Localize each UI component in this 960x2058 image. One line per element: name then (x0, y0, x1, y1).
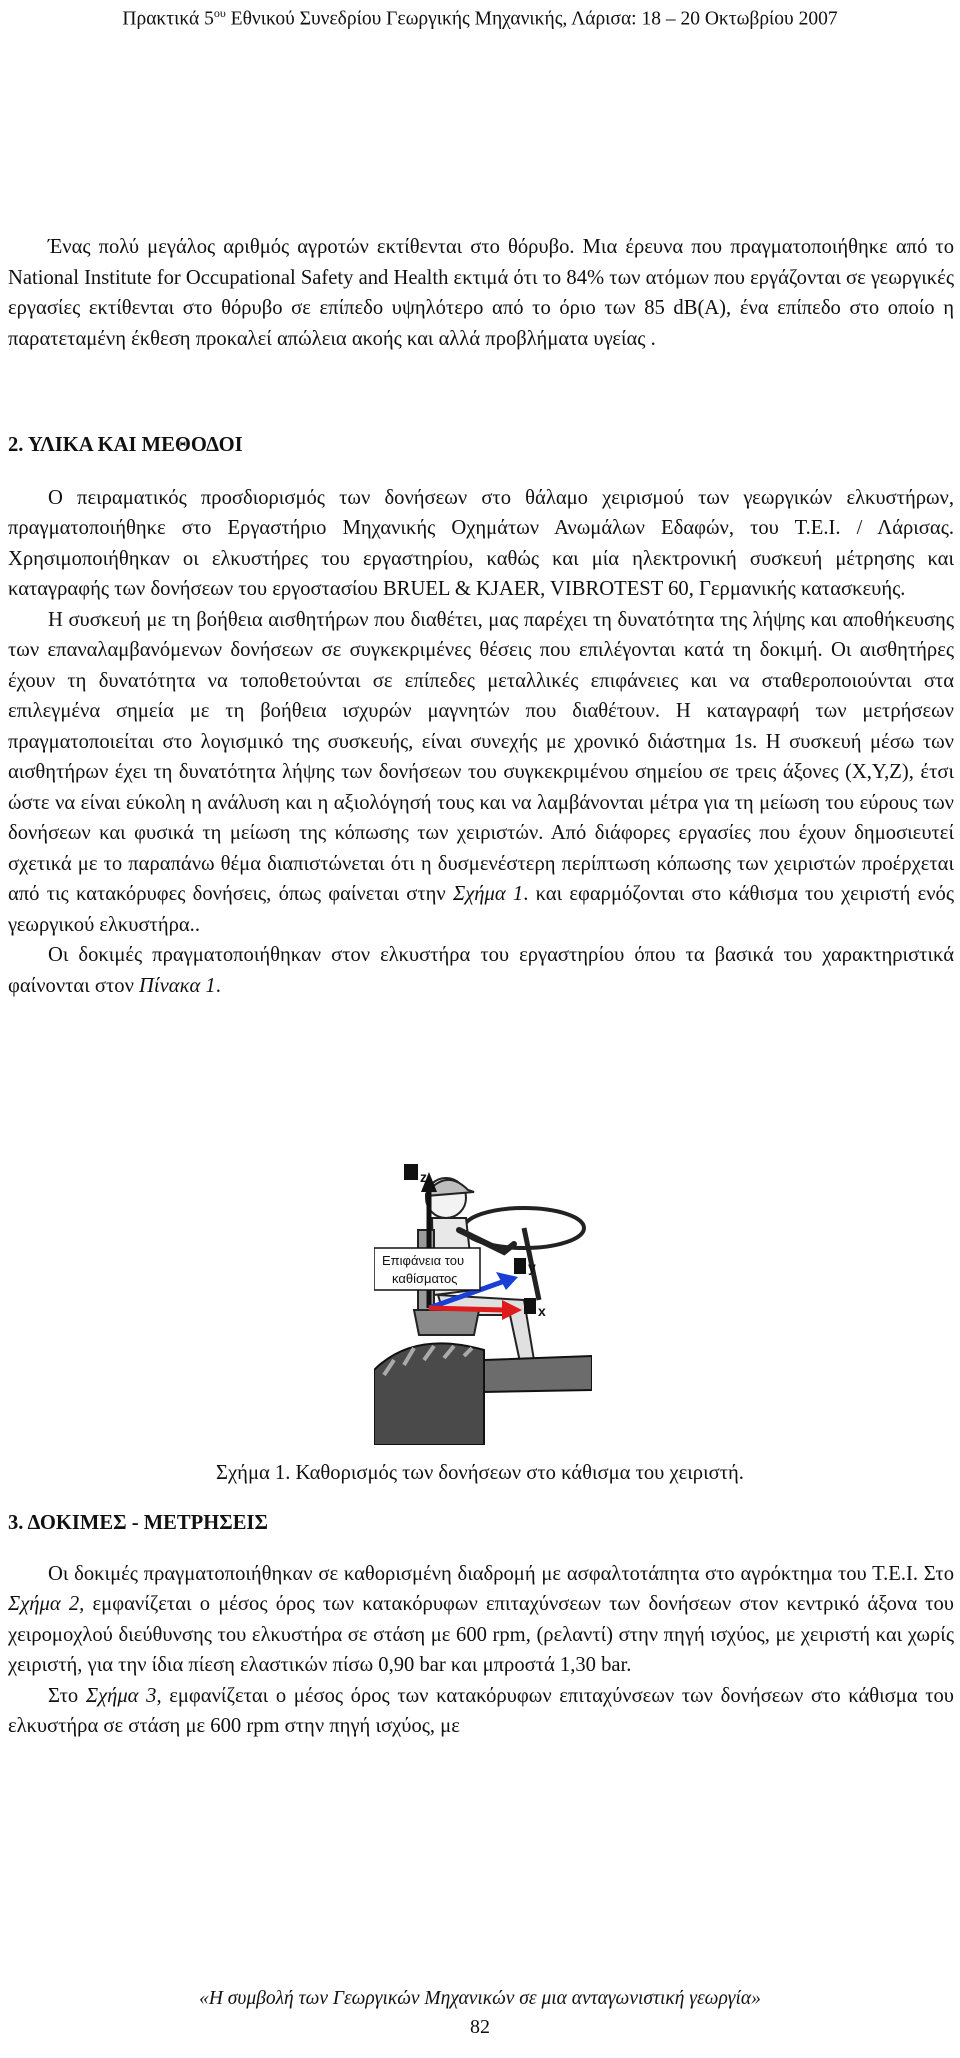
seat-label-line-1: Επιφάνεια του (382, 1253, 465, 1268)
figure-reference: Σχήμα 3 (85, 1684, 157, 1707)
page-number: 82 (470, 2016, 490, 2038)
text-span: Στο (48, 1684, 86, 1707)
text-span: εμφανίζεται ο μέσος όρος των κατακόρυφων επιταχύνσεων των δονήσεων στον κεντρικό άξονα του χειρομοχλού διεύθυνσης του ελκυστήρα σε στάση με 600 rpm, (ρελαντί) στην πηγή ισχύος, με χειριστή και χωρίς χειριστή, για την ίδια πίεση ελαστικών πίσω 0,90 bar και μπροστά 1,30 bar. (8, 1593, 954, 1676)
section-3-heading: 3. ΔΟΚΙΜΕΣ - ΜΕΤΡΗΣΕΙΣ (8, 1512, 268, 1534)
text-span: . (215, 974, 221, 997)
intro-paragraph: Ένας πολύ μεγάλος αριθμός αγροτών εκτίθενται στο θόρυβο. Μια έρευνα που πραγματοποιήθηκε από το National Institute for Occupational Safety and Health εκτιμά ότι το 84% των ατόμων που εργάζονται σε γεωργικές εργασίες εκτίθενται στο θόρυβο σε επίπεδο υψηλότερο από το όριο των 85 dB(A), ένα επίπεδο στο οποίο η παρατεταμένη έκθεση προκαλεί απώλεια ακοής και αλλά προβλήματα υγείας . (8, 236, 954, 350)
section-2 (8, 430, 954, 1001)
y-axis-label-box (514, 1258, 526, 1274)
seat-label-line-2: καθίσματος (392, 1271, 458, 1286)
rear-tyre (374, 1343, 484, 1445)
figure-reference: Σχήμα 2, (8, 1593, 85, 1615)
platform (484, 1356, 592, 1392)
z-axis-label-box (404, 1164, 418, 1180)
running-header (0, 0, 960, 33)
footer-tagline: «Η συμβολή των Γεωργικών Μηχανικών σε μια ανταγωνιστική γεωργία» (199, 1988, 761, 2009)
section-3-paragraph-2 (8, 1681, 954, 1742)
header-text-rest: Εθνικού Συνεδρίου Γεωργικής Μηχανικής, Λάρισα: 18 – 20 Οκτωβρίου 2007 (225, 8, 838, 30)
header-superscript: ου (213, 6, 226, 20)
x-axis-arrow (429, 1308, 504, 1310)
figure-1 (374, 1160, 592, 1445)
header-text: Πρακτικά 5 (122, 8, 214, 30)
tractor-seat-illustration (374, 1160, 592, 1445)
section-3 (8, 1508, 954, 1742)
figure-1-caption: Σχήμα 1. Καθορισμός των δονήσεων στο κάθισμα του χειριστή. (216, 1462, 744, 1484)
text-span: . και εφαρμόζονται στο κάθισμα του χειριστή ενός γεωργικού ελκυστήρα.. (8, 883, 955, 936)
section-2-paragraph-2 (8, 605, 954, 941)
figure-reference: Σχήμα 1 (452, 883, 524, 905)
intro-section (8, 232, 954, 354)
text-span: Οι δοκιμές πραγματοποιήθηκαν στον ελκυστήρα του εργαστηρίου όπου τα βασικά του χαρακτηριστικά φαίνονται στον (8, 944, 954, 997)
z-axis-label: z (420, 1169, 427, 1185)
section-3-paragraph-1 (8, 1559, 954, 1681)
section-2-paragraph-1: Ο πειραματικός προσδιορισμός των δονήσεων στο θάλαμο χειρισμού των γεωργικών ελκυστήρων, πραγματοποιήθηκε στο Εργαστήριο Μηχανικής Οχημάτων Ανωμάλων Εδαφών, του Τ.Ε.Ι. / Λάρισας. Χρησιμοποιήθηκαν οι ελκυστήρες του εργαστηρίου, καθώς και μία ηλεκτρονική συσκευή μέτρησης και καταγραφής των δονήσεων του εργοστασίου BRUEL & KJAER, VIBROTEST 60, Γερμανικής κατασκευής. (8, 486, 954, 600)
section-2-heading: 2. ΥΛΙΚΑ ΚΑΙ ΜΕΘΟΔΟΙ (8, 434, 243, 456)
seat-base (414, 1310, 479, 1335)
x-axis-label: x (538, 1303, 546, 1319)
y-axis-label: y (528, 1259, 536, 1275)
text-span: Οι δοκιμές πραγματοποιήθηκαν σε καθορισμένη διαδρομή με ασφαλτοτάπητα στο αγρόκτημα του Τ.Ε.Ι. Στο (48, 1562, 954, 1585)
table-reference: Πίνακα 1 (139, 974, 216, 997)
x-axis-label-box (524, 1298, 536, 1314)
text-span: Η συσκευή με τη βοήθεια αισθητήρων που διαθέτει, μας παρέχει τη δυνατότητα της λήψης και αποθήκευσης των επαναλαμβανόμενων δονήσεων σε συγκεκριμένες θέσεις που επιλέγονται κατά τη δοκιμή. Οι αισθητήρες έχουν τη δυνατότητα να τοποθετούνται σε επίπεδες μεταλλικές επιφάνειες και να σταθεροποιούνται στα επιλεγμένα σημεία με τη βοήθεια ισχυρών μαγνητών που διαθέτουν. Η καταγραφή των μετρήσεων πραγματοποιείται στο λογισμικό της συσκευής, είναι συνεχής με χρονικό διάστημα 1s. Η συσκευή μέσω των αισθητήρων έχει τη δυνατότητα λήψης των δονήσεων του συγκεκριμένου σημείου σε τρεις άξονες (X,Y,Z), έτσι ώστε να είναι εύκολη η ανάλυση και η αξιολόγησή τους και να λαμβάνονται μέτρα για τη μείωση του εύρους των δονήσεων και φυσικά τη μείωση της κόπωσης των χειριστών. Από διάφορες εργασίες που έχουν δημοσιευτεί σχετικά με το παραπάνω θέμα διαπιστώνεται ότι η δυσμενέστερη περίπτωση κόπωσης των χειριστών προέρχεται από τις κατακόρυφες δονήσεις, όπως φαίνεται στην (8, 608, 954, 905)
section-2-paragraph-3 (8, 940, 954, 1001)
text-span: , εμφανίζεται ο μέσος όρος των κατακόρυφων επιταχύνσεων των δονήσεων στο κάθισμα του ελκυστήρα σε στάση με 600 rpm στην πηγή ισχύος, με (8, 1684, 954, 1737)
